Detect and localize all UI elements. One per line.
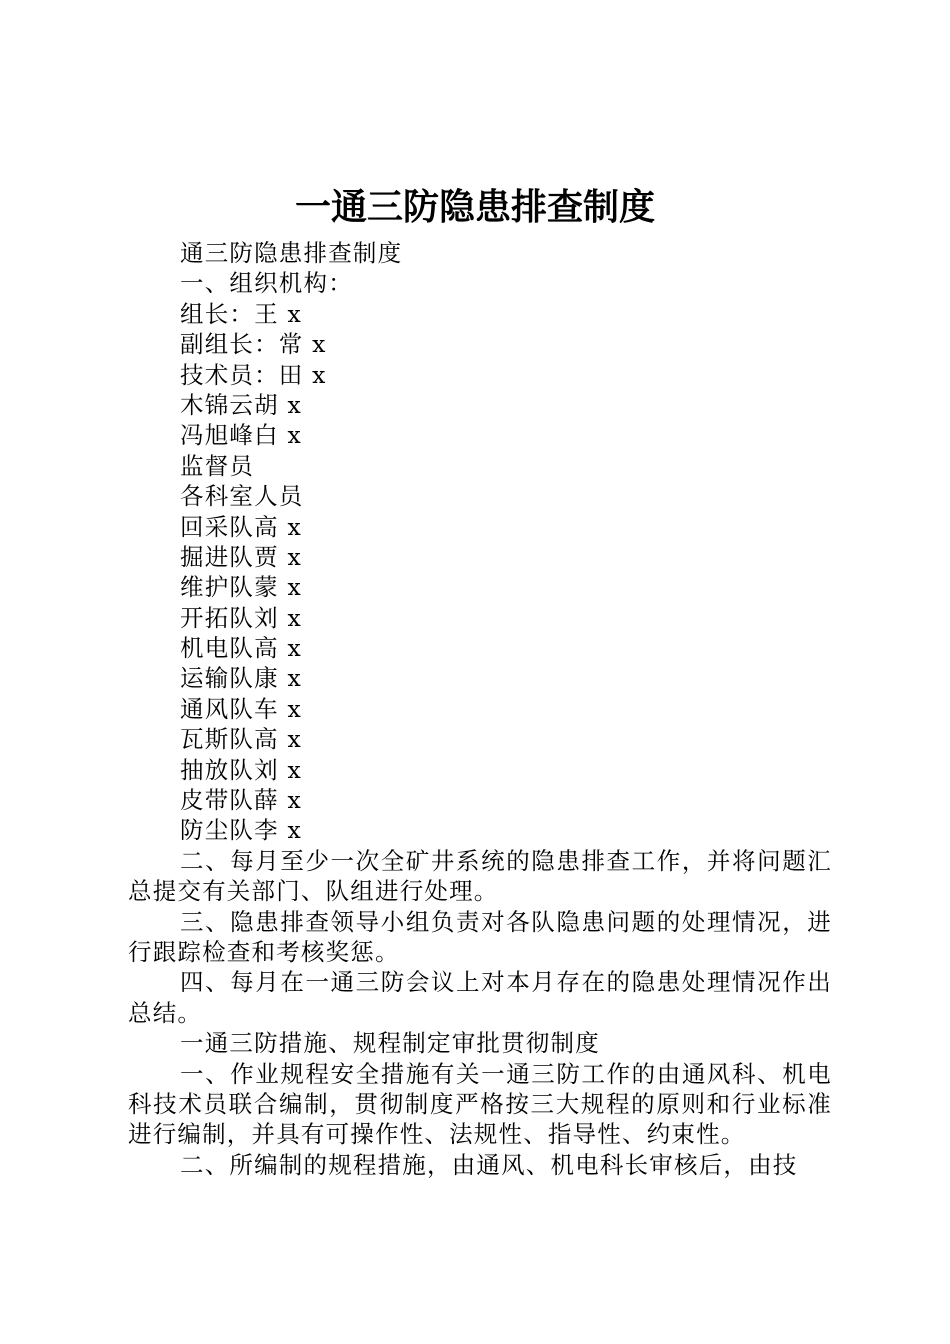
text-line: 通风队车 x [180, 694, 302, 723]
text-line: 机电队高 x [180, 634, 302, 663]
text-line: 副组长：常 x [180, 330, 327, 359]
paragraph: 二、所编制的规程措施，由通风、机电科长审核后，由技 [180, 1150, 798, 1179]
paragraph: 一、作业规程安全措施有关一通三防工作的由通风科、机电科技术员联合编制，贯彻制度严格按三大规程的原则和行业标准进行编制，并具有可操作性、法规性、指导性、约束性。 [128, 1059, 832, 1149]
text-line: 技术员：田 x [180, 360, 327, 389]
text-line: 开拓队刘 x [180, 603, 302, 632]
text-line: 组长：王 x [180, 299, 302, 328]
document-body [128, 238, 832, 1180]
document-title: 一通三防隐患排查制度 [294, 186, 655, 228]
text-line: 通三防隐患排查制度 [180, 239, 403, 267]
text-line: 皮带队薛 x [180, 786, 302, 815]
text-line: 各科室人员 [180, 482, 304, 511]
text-line: 维护队蒙 x [180, 573, 302, 602]
text-line: 监督员 [180, 451, 255, 480]
text-line: 瓦斯队高 x [180, 725, 302, 754]
paragraph: 二、每月至少一次全矿井系统的隐患排查工作，并将问题汇总提交有关部门、队组进行处理。 [128, 846, 832, 906]
text-line: 防尘队李 x [180, 816, 302, 845]
text-line: 一、组织机构： [180, 269, 353, 298]
text-line: 木锦云胡 x [180, 390, 302, 419]
paragraph: 四、每月在一通三防会议上对本月存在的隐患处理情况作出总结。 [128, 968, 832, 1027]
section-heading: 一通三防措施、规程制定审批贯彻制度 [180, 1029, 600, 1058]
paragraph: 三、隐患排查领导小组负责对各队隐患问题的处理情况，进行跟踪检查和考核奖惩。 [128, 907, 832, 967]
text-line: 掘进队贾 x [180, 542, 302, 571]
text-line: 运输队康 x [180, 664, 302, 693]
text-line: 抽放队刘 x [180, 755, 302, 784]
text-line: 冯旭峰白 x [180, 421, 302, 450]
text-line: 回采队高 x [180, 512, 302, 541]
